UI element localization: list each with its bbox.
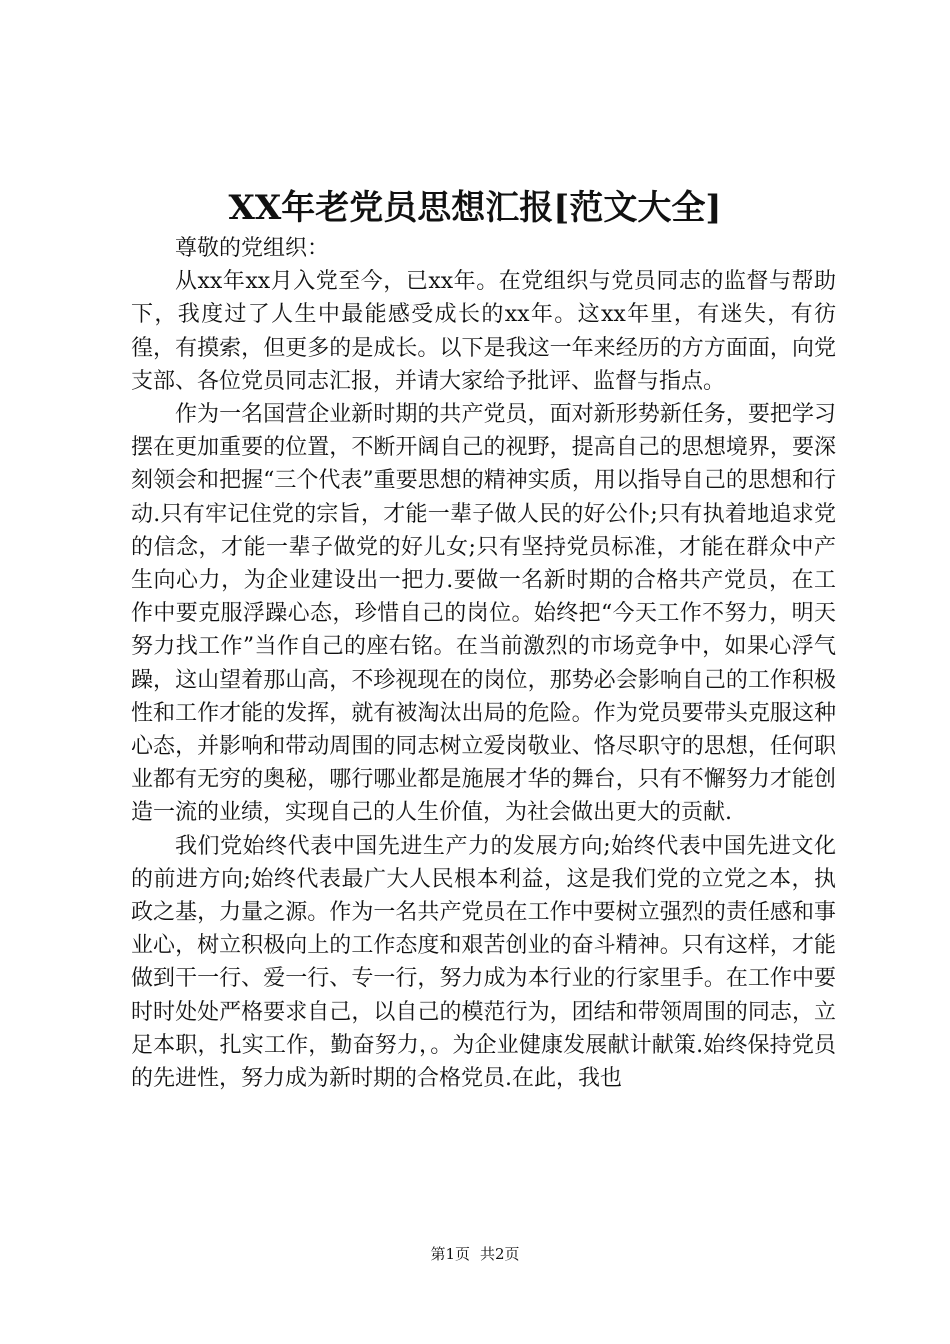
document-body <box>131 232 836 1095</box>
page-number: 第1页 <box>430 1245 470 1263</box>
page-footer <box>0 1244 950 1264</box>
paragraph-3: 我们党始终代表中国先进生产力的发展方向;始终代表中国先进文化的前进方向;始终代表最广大人民根本利益，这是我们党的立党之本，执政之基，力量之源。作为一名共产党员在工作中要树立强烈的责任感和事业心，树立积极向上的工作态度和艰苦创业的奋斗精神。只有这样，才能做到干一行、爱一行、专一行，努力成为本行业的行家里手。在工作中要时时处处严格要求自己，以自己的模范行为，团结和带领周围的同志，立足本职，扎实工作，勤奋努力，。为企业健康发展献计献策.始终保持党员的先进性，努力成为新时期的合格党员.在此，我也 <box>131 833 836 1092</box>
salutation: 尊敬的党组织： <box>175 236 330 261</box>
paragraph-1: 从xx年xx月入党至今，已xx年。在党组织与党员同志的监督与帮助下，我度过了人生中最能感受成长的xx年。这xx年里，有迷失，有彷徨，有摸索，但更多的是成长。以下是我这一年来经历的方方面面，向党支部、各位党员同志汇报，并请大家给予批评、监督与指点。 <box>131 269 836 394</box>
paragraph-2: 作为一名国营企业新时期的共产党员，面对新形势新任务，要把学习摆在更加重要的位置，不断开阔自己的视野，提高自己的思想境界，要深刻领会和把握“三个代表”重要思想的精神实质，用以指导自己的思想和行动.只有牢记住党的宗旨，才能一辈子做人民的好公仆;只有执着地追求党的信念，才能一辈子做党的好儿女;只有坚持党员标准，才能在群众中产生向心力，为企业建设出一把力.要做一名新时期的合格共产党员，在工作中要克服浮躁心态，珍惜自己的岗位。始终把“今天工作不努力，明天努力找工作”当作自己的座右铭。在当前激烈的市场竞争中，如果心浮气躁，这山望着那山高，不珍视现在的岗位，那势必会影响自己的工作积极性和工作才能的发挥，就有被淘汰出局的危险。作为党员要带头克服这种心态，并影响和带动周围的同志树立爱岗敬业、恪尽职守的思想，任何职业都有无穷的奥秘，哪行哪业都是施展才华的舞台，只有不懈努力才能创造一流的业绩，实现自己的人生价值，为社会做出更大的贡献. <box>131 402 836 826</box>
page-total: 共2页 <box>480 1245 520 1263</box>
document-title: XX年老党员思想汇报[范文大全] <box>228 188 722 228</box>
